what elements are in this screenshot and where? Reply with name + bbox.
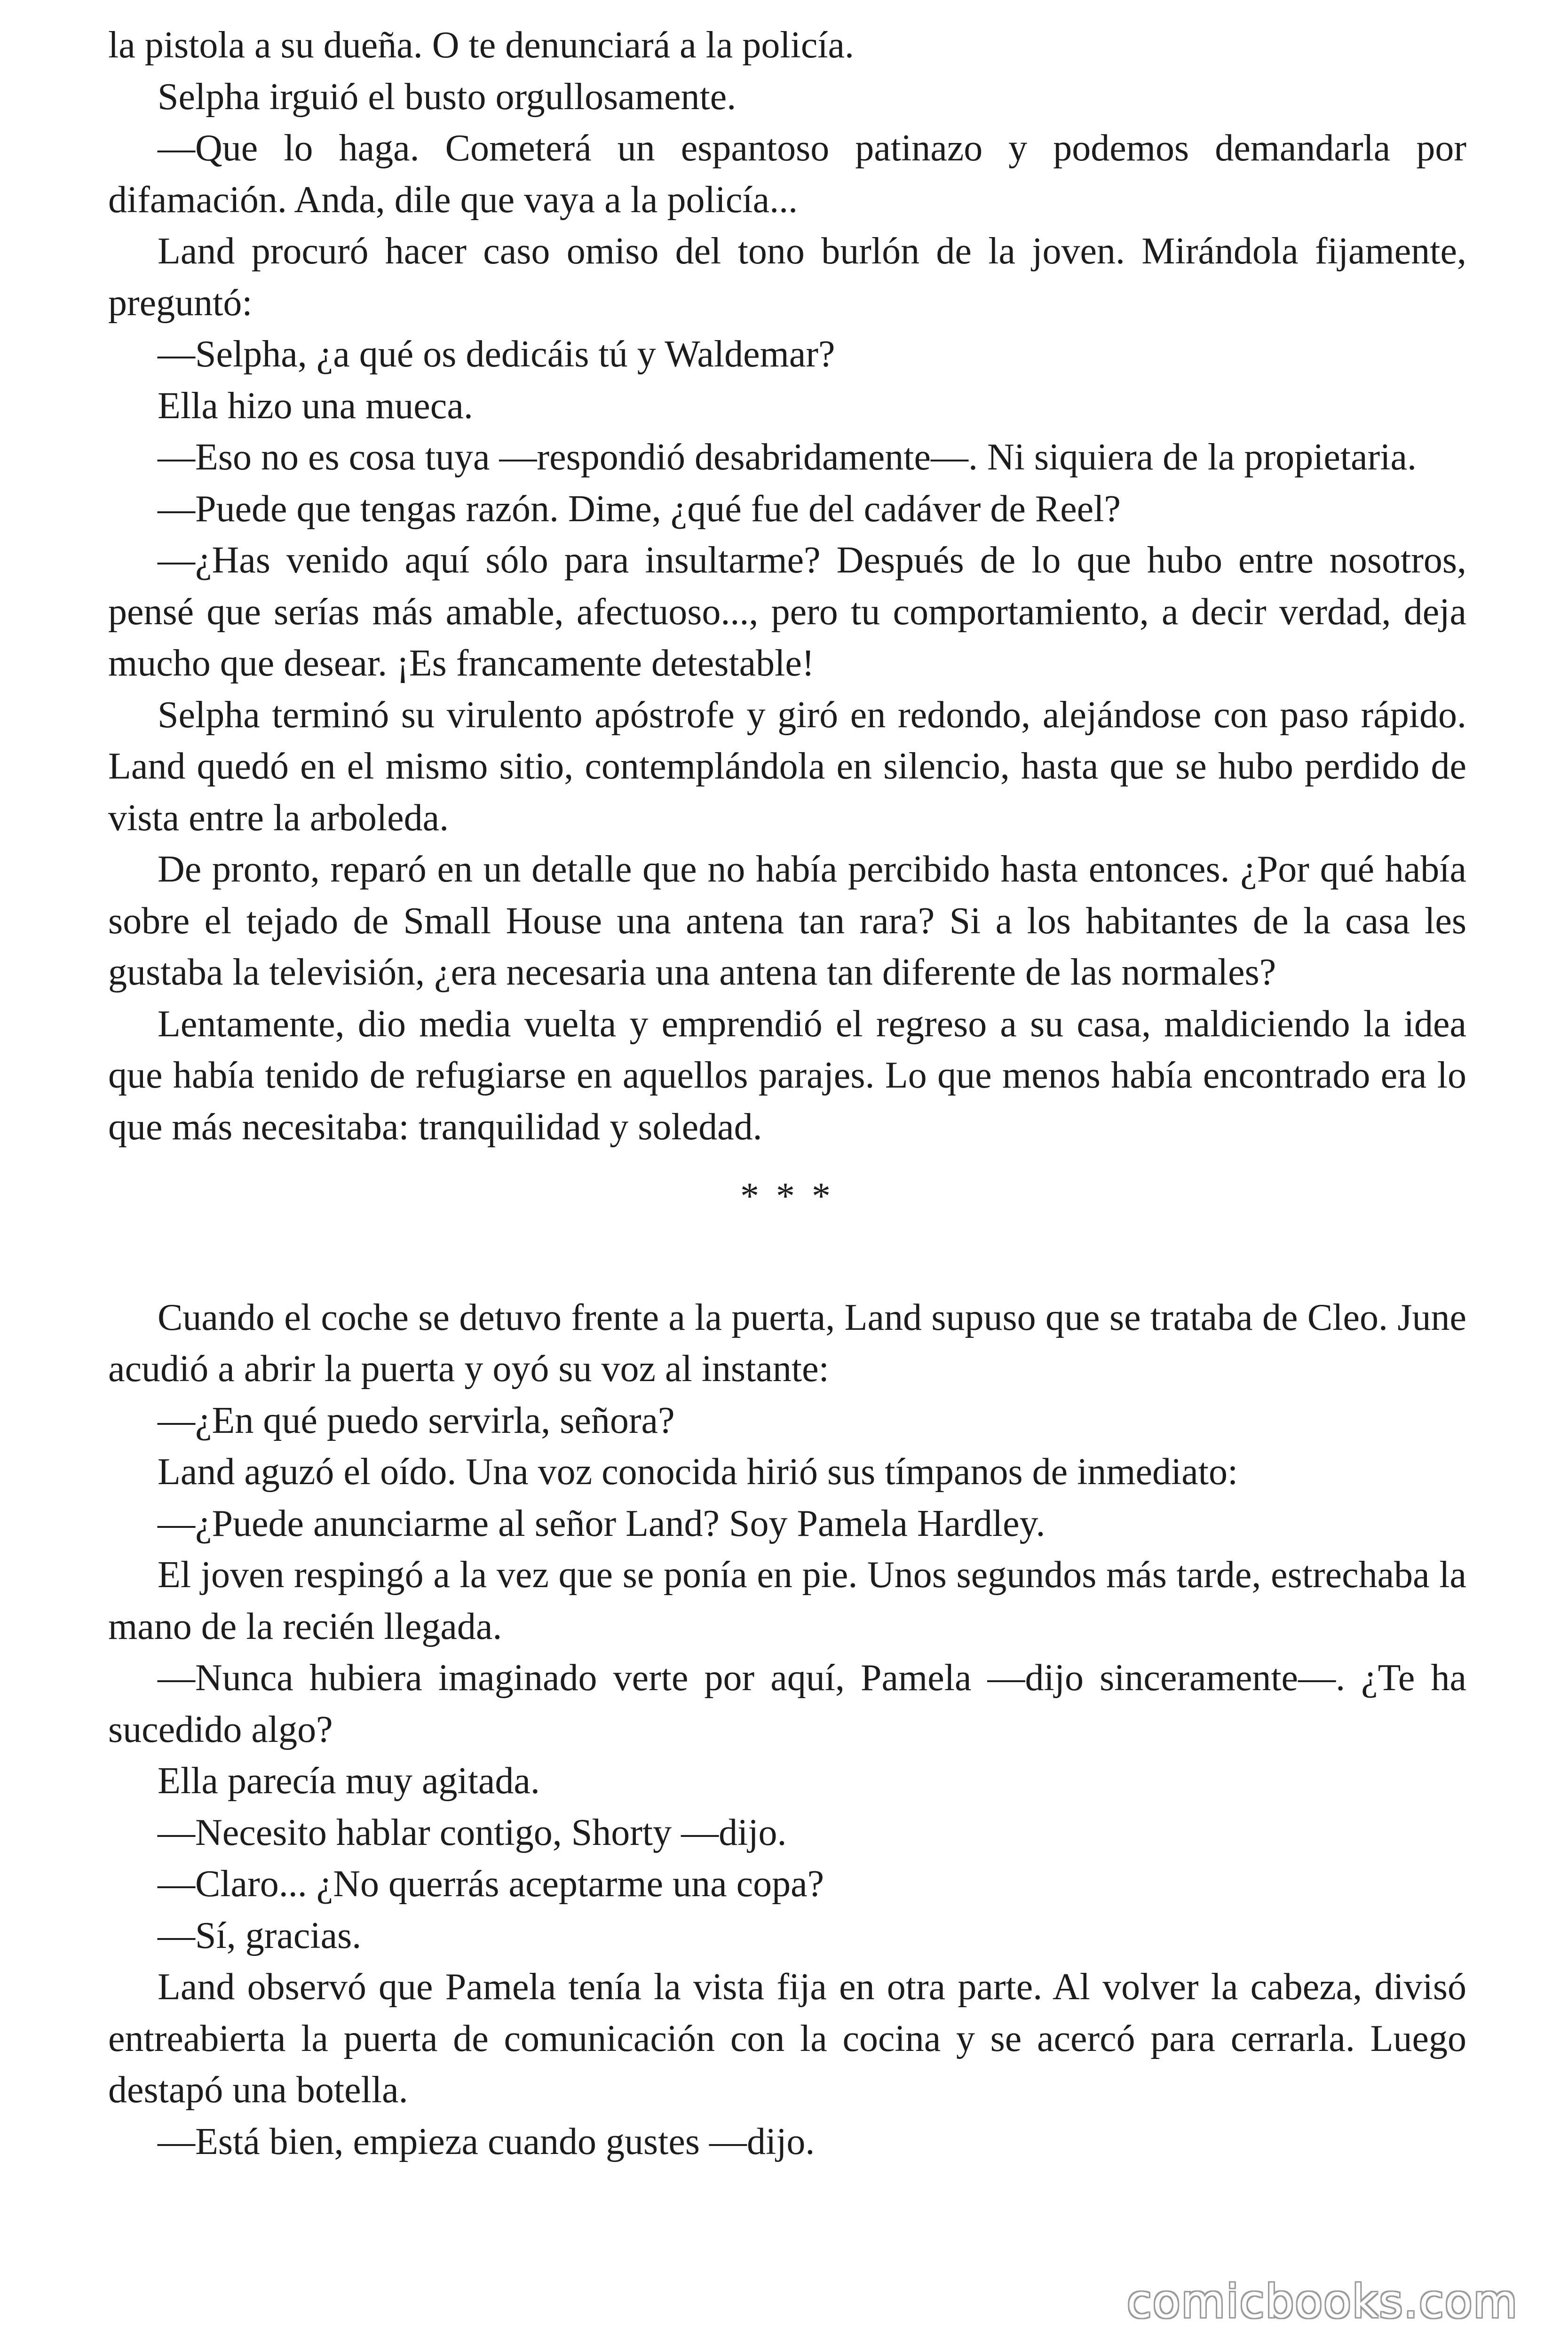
paragraph: Selpha irguió el busto orgullosamente. xyxy=(158,76,736,118)
paragraph: —Claro... ¿No querrás aceptarme una copa? xyxy=(158,1863,824,1905)
paragraph: Lentamente, dio media vuelta y emprendió el regreso a su casa, maldiciendo la idea que había tenido de refugiarse en aquellos parajes. Lo que menos había encontrado era lo que más necesitaba: tranquilidad y soledad. xyxy=(108,1003,1466,1148)
paragraph: —Nunca hubiera imaginado verte por aquí, Pamela —dijo sinceramente—. ¿Te ha sucedido algo? xyxy=(108,1657,1466,1750)
watermark-logo: comicbooks.com xyxy=(1126,2275,1518,2328)
paragraph: —¿Puede anunciarme al señor Land? Soy Pamela Hardley. xyxy=(158,1502,1045,1544)
paragraph: —Que lo haga. Cometerá un espantoso patinazo y podemos demandarla por difamación. Anda, dile que vaya a la policía... xyxy=(108,127,1466,221)
paragraph: —Eso no es cosa tuya —respondió desabridamente—. Ni siquiera de la propietaria. xyxy=(158,437,1417,478)
paragraph: Selpha terminó su virulento apóstrofe y giró en redondo, alejándose con paso rápido. Land quedó en el mismo sitio, contemplándola en silencio, hasta que se hubo perdido de vista entre la arboleda. xyxy=(108,694,1466,839)
paragraph: Cuando el coche se detuvo frente a la puerta, Land supuso que se trataba de Cleo. June acudió a abrir la puerta y oyó su voz al instante: xyxy=(108,1296,1466,1390)
paragraph: —¿En qué puedo servirla, señora? xyxy=(158,1399,675,1441)
text-section-after xyxy=(108,1292,1466,2168)
paragraph: Land aguzó el oído. Una voz conocida hirió sus tímpanos de inmediato: xyxy=(158,1451,1238,1493)
paragraph: Ella hizo una mueca. xyxy=(158,385,473,427)
paragraph: —Sí, gracias. xyxy=(158,1915,362,1956)
paragraph: —Puede que tengas razón. Dime, ¿qué fue del cadáver de Reel? xyxy=(158,488,1121,530)
paragraph: —Necesito hablar contigo, Shorty —dijo. xyxy=(158,1812,787,1853)
paragraph: El joven respingó a la vez que se ponía en pie. Unos segundos más tarde, estrechaba la mano de la recién llegada. xyxy=(108,1554,1466,1647)
paragraph: Ella parecía muy agitada. xyxy=(158,1760,540,1802)
text-section-before xyxy=(108,20,1466,1153)
paragraph: —Está bien, empieza cuando gustes —dijo. xyxy=(158,2121,815,2162)
paragraph: —Selpha, ¿a qué os dedicáis tú y Waldemar? xyxy=(158,334,835,375)
paragraph: Land procuró hacer caso omiso del tono burlón de la joven. Mirándola fijamente, preguntó: xyxy=(108,230,1466,324)
paragraph: —¿Has venido aquí sólo para insultarme? Después de lo que hubo entre nosotros, pensé que serías más amable, afectuoso..., pero tu comportamiento, a decir verdad, deja mucho que desear. ¡Es francamente detestable! xyxy=(108,540,1466,684)
paragraph: De pronto, reparó en un detalle que no había percibido hasta entonces. ¿Por qué había sobre el tejado de Small House una antena tan rara? Si a los habitantes de la casa les gustaba la televisión, ¿era necesaria una antena tan diferente de las normales? xyxy=(108,849,1466,993)
paragraph: Land observó que Pamela tenía la vista fija en otra parte. Al volver la cabeza, divisó entreabierta la puerta de comunicación con la cocina y se acercó para cerrarla. Luego destapó una botella. xyxy=(108,1966,1466,2111)
scene-separator: * * * xyxy=(740,1176,834,1217)
book-page xyxy=(108,20,1466,2168)
paragraph: la pistola a su dueña. O te denunciará a la policía. xyxy=(108,24,855,66)
